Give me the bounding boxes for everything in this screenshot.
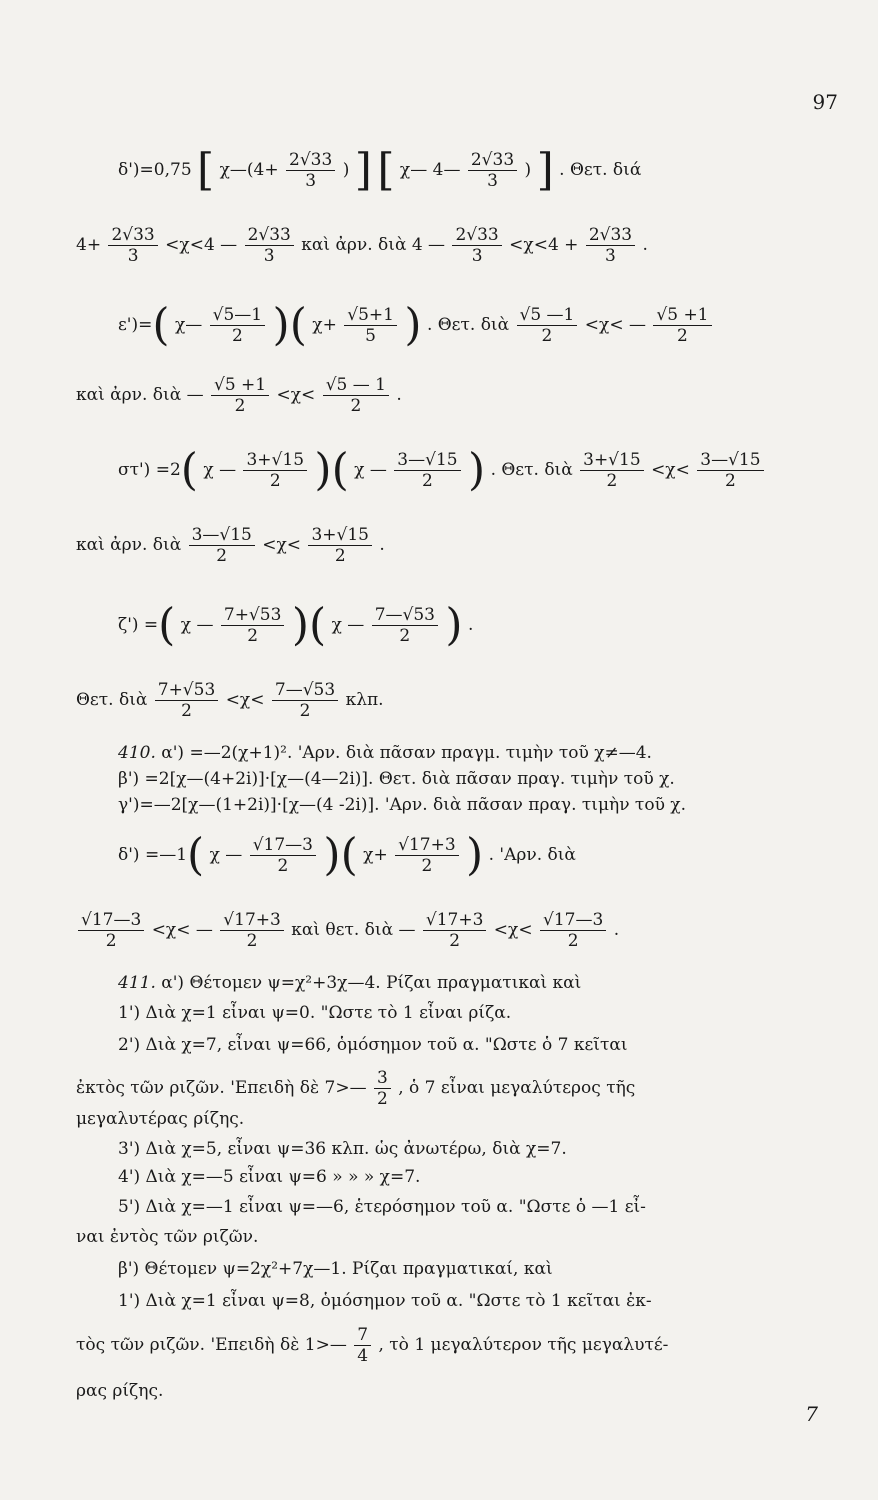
exercise-411-j: β') Θέτομεν ψ=2χ²+7χ—1. Ρίζαι πραγματικαί, καὶ <box>118 1259 553 1279</box>
fraction: $\frac{√17—3}{2}$ <box>540 910 606 951</box>
exercise-411-f: 3') Διὰ χ=5, εἶναι ψ=36 κλπ. ὡς ἀνωτέρω, διὰ χ=7. <box>118 1139 567 1159</box>
exercise-number: 410. <box>118 743 156 763</box>
fraction: $\frac{7+√53}{2}$ <box>221 605 285 646</box>
eq-epsilon-2: καὶ ἀρν. διὰ — $\frac{√5 +1}{2}$ <χ< $\frac{√5 — 1}{2}$ . <box>76 375 402 416</box>
exercise-411-k: 1') Διὰ χ=1 εἶναι ψ=8, ὁμόσημον τοῦ α. "Ωστε τὸ 1 κεῖται ἐκ- <box>118 1291 652 1311</box>
eq-zeta-2: Θετ. διὰ $\frac{7+√53}{2}$ <χ< $\frac{7—√53}{2}$ κλπ. <box>76 680 384 721</box>
exercise-410-b: β') =2[χ—(4+2i)]·[χ—(4—2i)]. Θετ. διὰ πᾶσαν πραγ. τιμὴν τοῦ χ. <box>118 769 675 789</box>
eq-text: ) <box>524 160 532 180</box>
eq-text: χ— 4— <box>399 160 461 180</box>
fraction: $\frac{√17+3}{2}$ <box>423 910 487 951</box>
eq-stigma-1: στ') =2( χ — $\frac{3+√15}{2}$ )( χ — $\frac{3—√15}{2}$ ) . Θετ. διὰ $\frac{3+√15}{2}$ <χ< $\frac{3—√15}{2}$ <box>118 450 766 491</box>
fraction: $\frac{√17—3}{2}$ <box>250 835 316 876</box>
bracket: [ <box>377 144 395 196</box>
fraction: $\frac{√17+3}{2}$ <box>395 835 459 876</box>
fraction: $\frac{3+√15}{2}$ <box>243 450 307 491</box>
exercise-411-g: 4') Διὰ χ=—5 εἶναι ψ=6 » » » χ=7. <box>118 1167 421 1187</box>
eq-stigma-2: καὶ ἀρν. διὰ $\frac{3—√15}{2}$ <χ< $\frac{3+√15}{2}$ . <box>76 525 385 566</box>
fraction: $\frac{3+√15}{2}$ <box>308 525 372 566</box>
fraction: $\frac{2√33}{3}$ <box>586 225 635 266</box>
eq-delta-1 <box>118 144 642 196</box>
fraction: $\frac{√5—1}{2}$ <box>210 305 265 346</box>
exercise-411-m: ρας ρίζης. <box>76 1381 164 1401</box>
exercise-411-a: 411. α') Θέτομεν ψ=χ²+3χ—4. Ρίζαι πραγματικαὶ καὶ <box>118 973 582 993</box>
exercise-410-e: $\frac{√17—3}{2}$ <χ< — $\frac{√17+3}{2}$ καὶ θετ. διὰ — $\frac{√17+3}{2}$ <χ< $\frac{√17—3}{2}$ . <box>76 910 619 951</box>
fraction: $\frac{7—√53}{2}$ <box>372 605 438 646</box>
exercise-number: 411. <box>118 973 156 993</box>
fraction: $\frac{2√33}{3}$ <box>108 225 157 266</box>
exercise-411-d: ἐκτὸς τῶν ριζῶν. 'Επειδὴ δὲ 7>— $\frac{3}{2}$ , ὁ 7 εἶναι μεγαλύτερος τῆς <box>76 1068 636 1109</box>
fraction: $\frac{3—√15}{2}$ <box>189 525 255 566</box>
eq-epsilon-1: ε')=( χ— $\frac{√5—1}{2}$ )( χ+ $\frac{√5+1}{5}$ ) . Θετ. διὰ $\frac{√5 —1}{2}$ <χ< — $\frac{√5 +1}{2}$ <box>118 305 714 346</box>
eq-text: . Θετ. διά <box>559 160 642 180</box>
fraction: $\frac{2√33}{3}$ <box>245 225 294 266</box>
fraction: $\frac{√5 — 1}{2}$ <box>323 375 389 416</box>
exercise-410-c: γ')=—2[χ—(1+2i)]·[χ—(4 -2i)]. 'Αρν. διὰ πᾶσαν πραγ. τιμὴν τοῦ χ. <box>118 795 687 815</box>
eq-text: χ—(4+ <box>219 160 279 180</box>
fraction: $\frac{√5 —1}{2}$ <box>517 305 578 346</box>
bracket: ] <box>536 144 554 196</box>
bracket: ] <box>354 144 372 196</box>
exercise-411-h: 5') Διὰ χ=—1 εἶναι ψ=—6, ἑτερόσημον τοῦ α. "Ωστε ὁ —1 εἶ- <box>118 1197 646 1217</box>
fraction: $\frac{√17+3}{2}$ <box>220 910 284 951</box>
eq-label: δ')=0,75 <box>118 160 192 180</box>
eq-delta-2: 4+ $\frac{2√33}{3}$ <χ<4 — $\frac{2√33}{3}$ καὶ ἀρν. διὰ 4 — $\frac{2√33}{3}$ <χ<4 + $\frac{2√33}{3}$ . <box>76 225 648 266</box>
fraction: $\frac{2√33}{3}$ <box>468 150 517 191</box>
bracket: [ <box>197 144 215 196</box>
exercise-411-b: 1') Διὰ χ=1 εἶναι ψ=0. "Ωστε τὸ 1 εἶναι ρίζα. <box>118 1003 512 1023</box>
page-number: 97 <box>812 90 838 114</box>
fraction: $\frac{7—√53}{2}$ <box>272 680 338 721</box>
fraction: $\frac{√5 +1}{2}$ <box>653 305 711 346</box>
exercise-410-a: 410. α') =—2(χ+1)². 'Αρν. διὰ πᾶσαν πραγμ. τιμὴν τοῦ χ≠—4. <box>118 743 652 763</box>
fraction: $\frac{3+√15}{2}$ <box>580 450 644 491</box>
fraction: $\frac{3}{2}$ <box>374 1068 391 1109</box>
eq-text: ) <box>342 160 350 180</box>
fraction: $\frac{√5+1}{5}$ <box>344 305 397 346</box>
fraction: $\frac{3—√15}{2}$ <box>394 450 460 491</box>
fraction: $\frac{2√33}{3}$ <box>286 150 335 191</box>
exercise-411-l: τὸς τῶν ριζῶν. 'Επειδὴ δὲ 1>— $\frac{7}{4}$ , τὸ 1 μεγαλύτερον τῆς μεγαλυτέ- <box>76 1325 669 1366</box>
eq-zeta-1: ζ') =( χ — $\frac{7+√53}{2}$ )( χ — $\frac{7—√53}{2}$ ) . <box>118 599 474 651</box>
fraction: $\frac{7}{4}$ <box>354 1325 371 1366</box>
fraction: $\frac{2√33}{3}$ <box>452 225 501 266</box>
exercise-411-i: ναι ἐντὸς τῶν ριζῶν. <box>76 1227 259 1247</box>
exercise-410-d: δ') =—1( χ — $\frac{√17—3}{2}$ )( χ+ $\frac{√17+3}{2}$ ) . 'Αρν. διὰ <box>118 829 576 881</box>
exercise-411-c: 2') Διὰ χ=7, εἶναι ψ=66, ὁμόσημον τοῦ α. "Ωστε ὁ 7 κεῖται <box>118 1035 628 1055</box>
exercise-411-e: μεγαλυτέρας ρίζης. <box>76 1109 245 1129</box>
footer-number: 7 <box>805 1402 818 1426</box>
fraction: $\frac{3—√15}{2}$ <box>697 450 763 491</box>
fraction: $\frac{√17—3}{2}$ <box>78 910 144 951</box>
fraction: $\frac{√5 +1}{2}$ <box>211 375 269 416</box>
fraction: $\frac{7+√53}{2}$ <box>155 680 219 721</box>
